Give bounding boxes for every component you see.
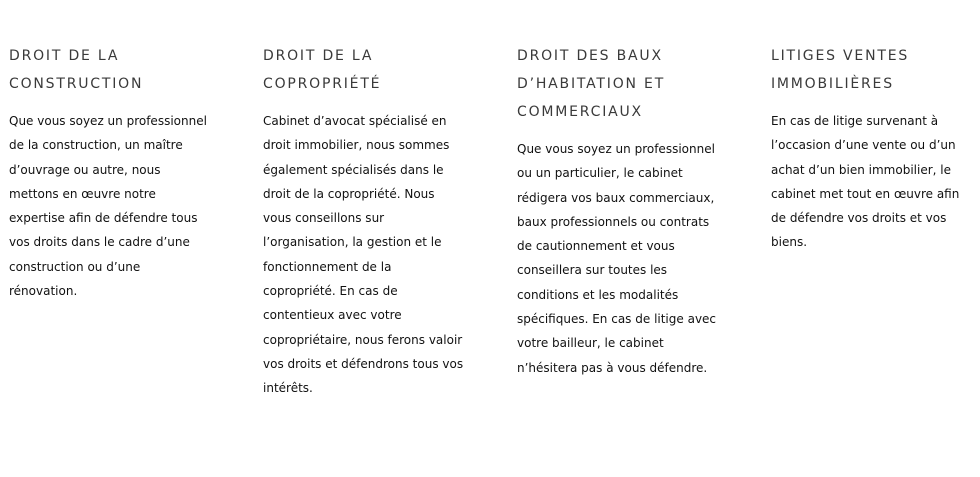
body-line: de cautionnement et vous xyxy=(517,239,675,254)
title-line: CONSTRUCTION xyxy=(9,76,144,92)
body-line: construction ou d’une xyxy=(9,259,141,274)
body-line: n’hésitera pas à vous défendre. xyxy=(517,360,708,375)
body-line: conseillera sur toutes les xyxy=(517,263,668,278)
body-line: expertise afin de défendre tous xyxy=(9,211,198,226)
body-line: vous conseillons sur xyxy=(263,211,385,226)
body-line: conditions et les modalités xyxy=(517,287,679,302)
body-line: baux professionnels ou contrats xyxy=(517,214,710,229)
body-line: Que vous soyez un professionnel xyxy=(9,114,207,128)
body-line: En cas de litige survenant à xyxy=(771,114,939,128)
column-title xyxy=(263,42,483,98)
title-line: IMMOBILIÈRES xyxy=(771,76,894,92)
column-title xyxy=(517,42,737,126)
body-line: vos droits dans le cadre d’une xyxy=(9,235,190,250)
body-line: l’occasion d’une vente ou d’un xyxy=(771,138,956,153)
column-copropriete xyxy=(263,42,517,401)
column-body xyxy=(771,109,967,255)
column-body xyxy=(263,109,469,401)
body-line: rédigera vos baux commerciaux, xyxy=(517,190,715,205)
column-body xyxy=(517,137,723,380)
body-line: de la construction, un maître xyxy=(9,138,183,153)
title-line: DROIT DE LA xyxy=(9,48,120,64)
column-construction xyxy=(9,42,263,401)
title-line: COPROPRIÉTÉ xyxy=(263,76,382,92)
body-line: votre bailleur, le cabinet xyxy=(517,336,664,351)
title-line: DROIT DE LA xyxy=(263,48,374,64)
body-line: copropriétaire, nous ferons valoir xyxy=(263,332,463,347)
practice-areas xyxy=(9,42,971,401)
body-line: Cabinet d’avocat spécialisé en xyxy=(263,114,447,128)
body-line: contentieux avec votre xyxy=(263,308,402,323)
column-baux xyxy=(517,42,771,401)
title-line: D’HABITATION ET xyxy=(517,76,666,92)
title-line: COMMERCIAUX xyxy=(517,104,643,120)
column-title xyxy=(9,42,229,98)
body-line: d’ouvrage ou autre, nous xyxy=(9,162,161,177)
body-line: vos droits et défendrons tous vos xyxy=(263,356,464,371)
body-line: Que vous soyez un professionnel xyxy=(517,142,715,156)
column-body xyxy=(9,109,215,303)
body-line: également spécialisés dans le xyxy=(263,162,444,177)
body-line: droit immobilier, nous sommes xyxy=(263,138,450,153)
column-litiges xyxy=(771,42,971,401)
body-line: cabinet met tout en œuvre afin xyxy=(771,186,960,201)
body-line: fonctionnement de la xyxy=(263,259,392,274)
body-line: spécifiques. En cas de litige avec xyxy=(517,312,717,327)
body-line: ou un particulier, le cabinet xyxy=(517,166,683,181)
body-line: copropriété. En cas de xyxy=(263,284,398,299)
title-line: LITIGES VENTES xyxy=(771,48,910,64)
title-line: DROIT DES BAUX xyxy=(517,48,663,64)
body-line: rénovation. xyxy=(9,284,78,299)
body-line: droit de la copropriété. Nous xyxy=(263,186,435,201)
body-line: achat d’un bien immobilier, le xyxy=(771,162,951,177)
column-title xyxy=(771,42,980,98)
body-line: de défendre vos droits et vos xyxy=(771,211,947,226)
body-line: mettons en œuvre notre xyxy=(9,186,156,201)
body-line: intérêts. xyxy=(263,381,313,396)
body-line: l’organisation, la gestion et le xyxy=(263,235,442,250)
body-line: biens. xyxy=(771,235,808,250)
